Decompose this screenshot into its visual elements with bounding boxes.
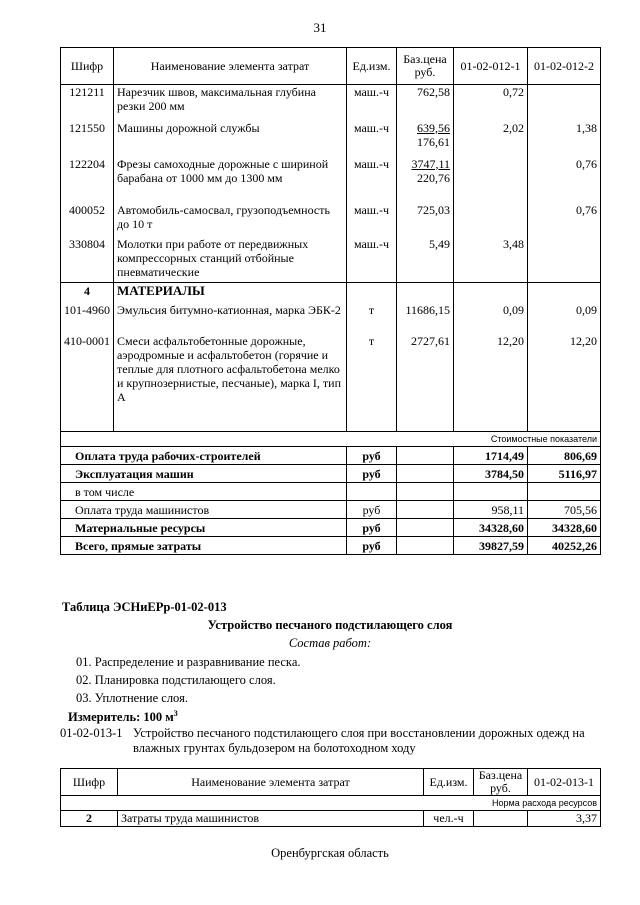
total-v1: 34328,60 bbox=[454, 519, 528, 537]
row-v1: 3,37 bbox=[528, 811, 601, 827]
row-v2 bbox=[528, 85, 601, 121]
total-name: в том числе bbox=[61, 483, 347, 501]
total-v1: 1714,49 bbox=[454, 447, 528, 465]
row-v2: 12,20 bbox=[528, 334, 601, 432]
total-row bbox=[61, 537, 601, 555]
row-unit: маш.-ч bbox=[347, 85, 397, 121]
cost-indicators-label: Стоимостные показатели bbox=[61, 432, 601, 447]
total-row bbox=[61, 501, 601, 519]
row-name: Машины дорожной службы bbox=[114, 121, 347, 157]
total-v2: 806,69 bbox=[528, 447, 601, 465]
step-item: 01. Распределение и разравнивание песка. bbox=[76, 655, 301, 669]
col-header-code: Шифр bbox=[61, 48, 114, 85]
composition-title: Состав работ: bbox=[288, 636, 372, 650]
row-v2: 0,76 bbox=[528, 203, 601, 237]
item-code: 01-02-013-1 bbox=[60, 726, 123, 740]
col-header-012-2: 01-02-012-2 bbox=[528, 48, 601, 85]
total-row bbox=[61, 519, 601, 537]
row-v2 bbox=[528, 237, 601, 283]
row-v2: 0,76 bbox=[528, 157, 601, 203]
row-v2: 1,38 bbox=[528, 121, 601, 157]
col-header-code: Шифр bbox=[61, 769, 118, 796]
total-v1: 958,11 bbox=[454, 501, 528, 519]
item-text-line2: влажных грунтах бульдозером на болотоходном ходу bbox=[133, 741, 416, 755]
row-code: 400052 bbox=[61, 203, 114, 237]
step-item: 03. Уплотнение слоя. bbox=[76, 691, 188, 705]
total-v2: 34328,60 bbox=[528, 519, 601, 537]
row-name: Эмульсия битумно-катионная, марка ЭБК-2 bbox=[114, 300, 347, 334]
total-name: Оплата труда рабочих-строителей bbox=[61, 447, 347, 465]
col-header-unit: Ед.изм. bbox=[347, 48, 397, 85]
row-code: 330804 bbox=[61, 237, 114, 283]
row-name: Смеси асфальтобетонные дорожные, аэродромные и асфальтобетон (горячие и теплые для плотного асфальтобетона мелко и крупнозернистые, песчаные), марка I, тип А bbox=[114, 334, 347, 432]
total-name: Всего, прямые затраты bbox=[61, 537, 347, 555]
row-code: 122204 bbox=[61, 157, 114, 203]
col-header-price: Баз.цена руб. bbox=[397, 48, 454, 85]
section-row-materials bbox=[61, 283, 601, 300]
row-unit: т bbox=[347, 334, 397, 432]
total-row bbox=[61, 447, 601, 465]
cost-indicators-row bbox=[61, 432, 601, 447]
total-unit: руб bbox=[347, 537, 397, 555]
table-row bbox=[61, 121, 601, 157]
row-price: 11686,15 bbox=[397, 300, 454, 334]
row-price bbox=[474, 811, 528, 827]
resource-table-01-02-013 bbox=[60, 768, 601, 827]
total-row bbox=[61, 465, 601, 483]
section-title: МАТЕРИАЛЫ bbox=[114, 283, 347, 300]
total-unit: руб bbox=[347, 519, 397, 537]
row-price: 3747,11 bbox=[411, 156, 450, 171]
total-unit: руб bbox=[347, 501, 397, 519]
item-text-line1: Устройство песчаного подстилающего слоя при восстановлении дорожных одежд на bbox=[133, 726, 585, 740]
row-code: 121550 bbox=[61, 121, 114, 157]
table-row bbox=[61, 203, 601, 237]
col-header-013-1: 01-02-013-1 bbox=[528, 769, 601, 796]
total-v2: 5116,97 bbox=[528, 465, 601, 483]
row-price: 725,03 bbox=[397, 203, 454, 237]
row-name: Фрезы самоходные дорожные с шириной барабана от 1000 мм до 1300 мм bbox=[114, 157, 347, 203]
col-header-name: Наименование элемента затрат bbox=[114, 48, 347, 85]
table-row bbox=[61, 237, 601, 283]
row-v1: 12,20 bbox=[454, 334, 528, 432]
row-name: Затраты труда машинистов bbox=[118, 811, 424, 827]
step-item: 02. Планировка подстилающего слоя. bbox=[76, 673, 276, 687]
row-v1: 0,09 bbox=[454, 300, 528, 334]
col-header-name: Наименование элемента затрат bbox=[118, 769, 424, 796]
row-v1: 2,02 bbox=[454, 121, 528, 157]
page-number: 31 bbox=[313, 20, 327, 35]
norm-label: Норма расхода ресурсов bbox=[61, 796, 601, 811]
table-row bbox=[61, 300, 601, 334]
row-name: Нарезчик швов, максимальная глубина резки 200 мм bbox=[114, 85, 347, 121]
total-v1: 39827,59 bbox=[454, 537, 528, 555]
table-row bbox=[61, 85, 601, 121]
table-row bbox=[61, 157, 601, 203]
col-header-unit: Ед.изм. bbox=[424, 769, 474, 796]
total-v2: 40252,26 bbox=[528, 537, 601, 555]
row-price: 5,49 bbox=[397, 237, 454, 283]
row-v1: 3,48 bbox=[454, 237, 528, 283]
row-unit: маш.-ч bbox=[347, 157, 397, 203]
row-code: 410-0001 bbox=[61, 334, 114, 432]
col-header-price: Баз.цена руб. bbox=[474, 769, 528, 796]
table-header-row bbox=[61, 48, 601, 85]
row-unit: маш.-ч bbox=[347, 203, 397, 237]
row-code: 121211 bbox=[61, 85, 114, 121]
total-unit: руб bbox=[347, 447, 397, 465]
table-title: Таблица ЭСНиЕРр-01-02-013 bbox=[62, 600, 227, 614]
row-price-secondary: 220,76 bbox=[417, 170, 450, 185]
total-name: Материальные ресурсы bbox=[61, 519, 347, 537]
total-v2: 705,56 bbox=[528, 501, 601, 519]
row-unit: чел.-ч bbox=[424, 811, 474, 827]
total-name: Оплата труда машинистов bbox=[61, 501, 347, 519]
work-title: Устройство песчаного подстилающего слоя bbox=[207, 618, 453, 632]
total-v1: 3784,50 bbox=[454, 465, 528, 483]
measure-label bbox=[68, 709, 178, 725]
row-v1 bbox=[454, 203, 528, 237]
total-name: Эксплуатация машин bbox=[61, 465, 347, 483]
table-row bbox=[61, 811, 601, 827]
section-code: 4 bbox=[61, 283, 114, 300]
total-row bbox=[61, 483, 601, 501]
measure-sup: 3 bbox=[173, 709, 178, 718]
row-v1 bbox=[454, 157, 528, 203]
table-row bbox=[61, 334, 601, 432]
measure-text: Измеритель: 100 м bbox=[68, 710, 174, 725]
row-price: 2727,61 bbox=[397, 334, 454, 432]
row-name: Молотки при работе от передвижных компрессорных станций отбойные пневматические bbox=[114, 237, 347, 283]
total-unit: руб bbox=[347, 465, 397, 483]
row-price: 639,56 bbox=[417, 120, 450, 135]
row-code: 101-4960 bbox=[61, 300, 114, 334]
table-header-row bbox=[61, 769, 601, 796]
row-v1: 0,72 bbox=[454, 85, 528, 121]
row-code: 2 bbox=[61, 811, 118, 827]
resource-table-01-02-012 bbox=[60, 47, 601, 555]
norm-label-row bbox=[61, 796, 601, 811]
col-header-012-1: 01-02-012-1 bbox=[454, 48, 528, 85]
row-unit: т bbox=[347, 300, 397, 334]
row-name: Автомобиль-самосвал, грузоподъемность до 10 т bbox=[114, 203, 347, 237]
row-unit: маш.-ч bbox=[347, 237, 397, 283]
row-price: 762,58 bbox=[397, 85, 454, 121]
row-v2: 0,09 bbox=[528, 300, 601, 334]
page-footer: Оренбургская область bbox=[271, 846, 389, 860]
row-price-secondary: 176,61 bbox=[417, 134, 450, 149]
row-unit: маш.-ч bbox=[347, 121, 397, 157]
